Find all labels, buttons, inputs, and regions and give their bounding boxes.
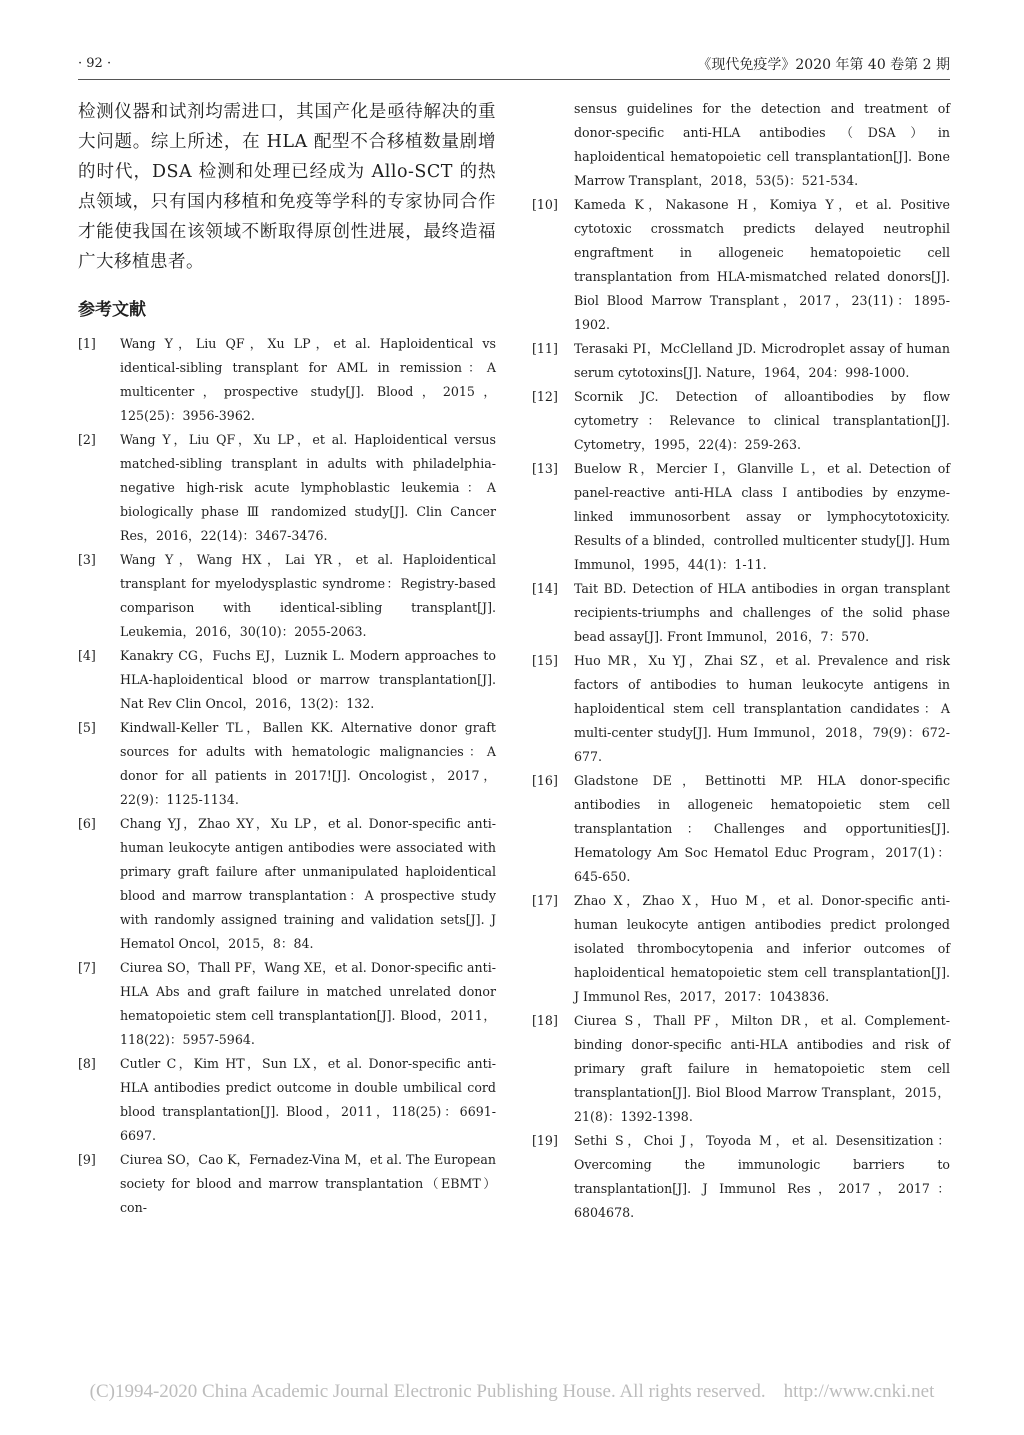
header-rule [78,79,950,80]
reference-number: [8] [78,1056,96,1071]
reference-number: [5] [78,720,96,735]
reference-number: [17] [532,893,558,908]
reference-item [532,457,950,577]
reference-number: [9] [78,1152,96,1167]
page-number: · 92 · [78,56,112,71]
journal-title: 《现代免疫学》2020 年第 40 卷第 2 期 [697,57,950,73]
reference-number: [18] [532,1013,558,1028]
references-heading: 参考文献 [78,300,146,320]
copyright-text: (C)1994-2020 China Academic Journal Electronic Publishing House. All rights reserved. [89,1381,766,1402]
reference-number: [14] [532,581,558,596]
reference-item [532,769,950,889]
reference-item [78,1148,496,1220]
left-column [78,97,496,1220]
reference-item [532,889,950,1009]
reference-item [78,812,496,956]
reference-item [78,548,496,644]
reference-text: Kameda K，Nakasone H，Komiya Y，et al. Positive cytotoxic crossmatch predicts delayed neutrophil engraftment in allogeneic hematopoietic cell transplantation from HLA-mismatched related donors[J]. Biol Blood Marrow Transplant，2017，23(11)：1895-1902. [574,197,950,332]
reference-text: Kindwall-Keller TL，Ballen KK. Alternative donor graft sources for adults with hematologic malignancies：A donor for all patients in 2017![J]. Oncologist，2017，22(9)：1125-1134. [120,720,496,807]
reference-number: [13] [532,461,558,476]
reference-text: Ciurea SO，Cao K，Fernadez-Vina M，et al. The European society for blood and marrow transplantation（EBMT）con- [120,1152,496,1215]
reference-text: Cutler C，Kim HT，Sun LX，et al. Donor-specific anti-HLA antibodies predict outcome in double umbilical cord blood transplantation[J]. Blood，2011，118(25)：6691-6697. [120,1056,496,1143]
reference-number: [3] [78,552,96,567]
reference-number: [7] [78,960,96,975]
reference-text: Buelow R，Mercier I，Glanville L，et al. Detection of panel-reactive anti-HLA class I antibodies by enzyme-linked immunosorbent assay or lymphocytotoxicity. Results of a blinded，controlled multicenter study[J]. Hum Immunol，1995，44(1)：1-11. [574,461,950,572]
reference-number: [19] [532,1133,558,1148]
reference-text: Sethi S，Choi J，Toyoda M，et al. Desensitization：Overcoming the immunologic barriers to transplantation[J]. J Immunol Res，2017，2017：6804678. [574,1133,950,1220]
reference-item [78,428,496,548]
reference-number: [16] [532,773,558,788]
reference-item [532,577,950,649]
reference-text: Gladstone DE，Bettinotti MP. HLA donor-specific antibodies in allogeneic hematopoietic stem cell transplantation：Challenges and opportunities[J]. Hematology Am Soc Hematol Educ Program，2017(1)：645-650. [574,773,950,884]
reference-number: [4] [78,648,96,663]
reference-text: Huo MR，Xu YJ，Zhai SZ，et al. Prevalence and risk factors of antibodies to human leukocyte antigens in haploidentical stem cell transplantation candidates：A multi-center study[J]. Hum Immunol，2018，79(9)：672-677. [574,653,950,764]
reference-item [78,332,496,428]
page-header [78,52,950,80]
reference-continuation: sensus guidelines for the detection and treatment of donor-specific anti-HLA antibodies（DSA）in haploidentical hematopoietic cell transplantation[J]. Bone Marrow Transplant，2018，53(5)：521-534. [574,101,950,188]
reference-item [532,649,950,769]
reference-text: Wang Y，Liu QF，Xu LP，et al. Haploidentical versus matched-sibling transplant in adults with philadelphia-negative high-risk acute lymphoblastic leukemia：A biologically phase Ⅲ randomized study[J]. Clin Cancer Res，2016，22(14)：3467-3476. [120,432,496,543]
reference-item [532,337,950,385]
reference-number: [2] [78,432,96,447]
reference-number: [6] [78,816,96,831]
reference-text: Zhao X，Zhao X，Huo M，et al. Donor-specific anti-human leukocyte antigen antibodies predict prolonged isolated thrombocytopenia and inferior outcomes of haploidentical hematopoietic stem cell transplantation[J]. J Immunol Res，2017，2017：1043836. [574,893,950,1004]
copyright-footer [0,1381,1024,1403]
reference-item [78,956,496,1052]
reference-text: Scornik JC. Detection of alloantibodies by flow cytometry：Relevance to clinical transplantation[J]. Cytometry，1995，22(4)：259-263. [574,389,950,452]
reference-item [78,1052,496,1148]
reference-item [532,385,950,457]
reference-text: Kanakry CG，Fuchs EJ，Luznik L. Modern approaches to HLA-haploidentical blood or marrow transplantation[J]. Nat Rev Clin Oncol，2016，13(2)：132. [120,648,496,711]
reference-text: Chang YJ，Zhao XY，Xu LP，et al. Donor-specific anti-human leukocyte antigen antibodies were associated with primary graft failure after unmanipulated haploidentical blood and marrow transplantation：A prospective study with randomly assigned training and validation sets[J]. J Hematol Oncol，2015，8：84. [120,816,496,951]
body-paragraph: 检测仪器和试剂均需进口，其国产化是亟待解决的重大问题。综上所述，在 HLA 配型不合移植数量剧增的时代，DSA 检测和处理已经成为 Allo-SCT 的热点领域，只有国内移植和免疫等学科的专家协同合作才能使我国在该领域不断取得原创性进展，最终造福广大移植患者。 [78,102,496,272]
cnki-url: http://www.cnki.net [783,1381,935,1402]
reference-text: Wang Y，Wang HX，Lai YR，et al. Haploidentical transplant for myelodysplastic syndrome：Registry-based comparison with identical-sibling transplant[J]. Leukemia，2016，30(10)：2055-2063. [120,552,496,639]
reference-number: [15] [532,653,558,668]
reference-item [78,644,496,716]
right-column [532,97,950,1225]
reference-number: [10] [532,197,558,212]
reference-item [532,193,950,337]
reference-item [78,716,496,812]
reference-text: Ciurea SO，Thall PF，Wang XE，et al. Donor-specific anti-HLA Abs and graft failure in matched unrelated donor hematopoietic stem cell transplantation[J]. Blood，2011，118(22)：5957-5964. [120,960,496,1047]
reference-number: [11] [532,341,558,356]
reference-number: [12] [532,389,558,404]
reference-text: Tait BD. Detection of HLA antibodies in organ transplant recipients-triumphs and challenges of the solid phase bead assay[J]. Front Immunol，2016，7：570. [574,581,950,644]
reference-text: Ciurea S，Thall PF，Milton DR，et al. Complement-binding donor-specific anti-HLA antibodies and risk of primary graft failure in hematopoietic stem cell transplantation[J]. Biol Blood Marrow Transplant，2015，21(8)：1392-1398. [574,1013,950,1124]
reference-item [532,1009,950,1129]
reference-text: Terasaki PI，McClelland JD. Microdroplet assay of human serum cytotoxins[J]. Nature，1964，204：998-1000. [574,341,950,380]
reference-text: Wang Y，Liu QF，Xu LP，et al. Haploidentical vs identical-sibling transplant for AML in remission：A multicenter，prospective study[J]. Blood，2015，125(25)：3956-3962. [120,336,496,423]
reference-item [532,1129,950,1225]
reference-number: [1] [78,336,96,351]
